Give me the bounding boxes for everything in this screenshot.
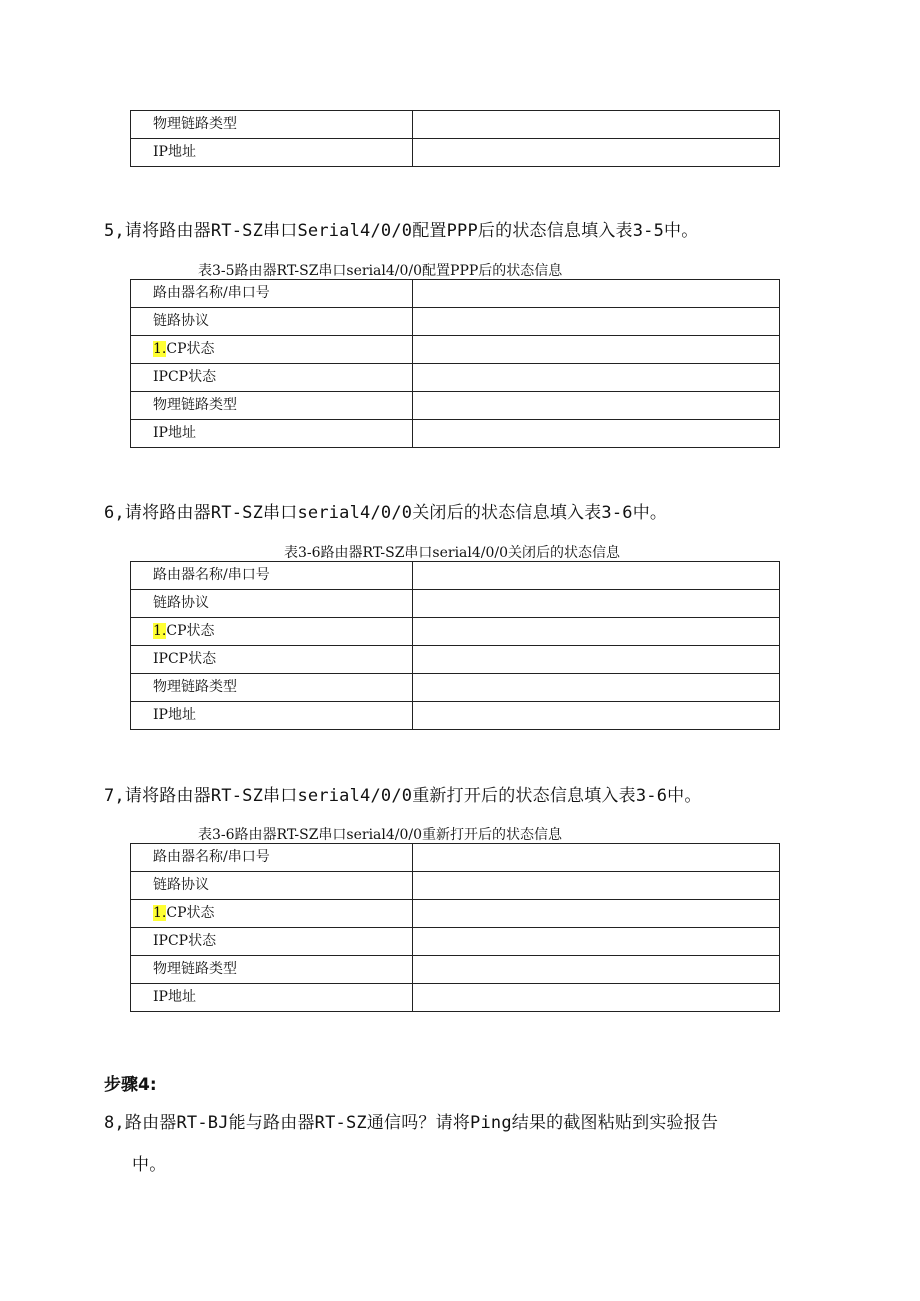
table-row (131, 618, 780, 646)
row-value[interactable] (413, 618, 780, 646)
table-row (131, 139, 780, 167)
table-row (131, 336, 780, 364)
row-value[interactable] (413, 702, 780, 730)
row-value[interactable] (413, 364, 780, 392)
row-label (131, 618, 413, 646)
row-value[interactable] (413, 984, 780, 1012)
step-4-heading: 步骤4: (104, 1075, 157, 1095)
row-value[interactable] (413, 392, 780, 420)
table-row (131, 674, 780, 702)
table-row (131, 111, 780, 139)
row-value[interactable] (413, 139, 780, 167)
row-label: IPCP状态 (131, 646, 413, 674)
row-value[interactable] (413, 900, 780, 928)
table-3-6 (130, 561, 780, 730)
row-value[interactable] (413, 420, 780, 448)
row-label: 物理链路类型 (131, 392, 413, 420)
row-value[interactable] (413, 562, 780, 590)
row-label: IP地址 (131, 984, 413, 1012)
table-continued (130, 110, 780, 167)
row-label: 物理链路类型 (131, 111, 413, 139)
row-value[interactable] (413, 590, 780, 618)
row-label (131, 336, 413, 364)
row-value[interactable] (413, 956, 780, 984)
row-label (131, 900, 413, 928)
row-label: 链路协议 (131, 872, 413, 900)
table-3-6-reopen (130, 843, 780, 1012)
row-label: 物理链路类型 (131, 674, 413, 702)
row-label: 路由器名称/串口号 (131, 844, 413, 872)
row-label: 链路协议 (131, 308, 413, 336)
table-row (131, 392, 780, 420)
table-3-5-caption: 表3-5路由器RT-SZ串口serial4/0/0配置PPP后的状态信息 (198, 263, 563, 279)
table-row (131, 280, 780, 308)
row-label: 路由器名称/串口号 (131, 280, 413, 308)
row-value[interactable] (413, 844, 780, 872)
row-value[interactable] (413, 111, 780, 139)
row-label: IPCP状态 (131, 364, 413, 392)
row-label: 链路协议 (131, 590, 413, 618)
table-row (131, 900, 780, 928)
table-3-5 (130, 279, 780, 448)
highlight-mark: 1. (153, 341, 167, 357)
table-row (131, 364, 780, 392)
row-value[interactable] (413, 336, 780, 364)
question-7: 7,请将路由器RT-SZ串口serial4/0/0重新打开后的状态信息填入表3-6中。 (104, 786, 702, 806)
table-3-6-reopen-caption: 表3-6路由器RT-SZ串口serial4/0/0重新打开后的状态信息 (198, 827, 563, 843)
row-value[interactable] (413, 928, 780, 956)
table-row (131, 872, 780, 900)
question-8-line-2: 中。 (132, 1155, 167, 1175)
table-3-6-caption: 表3-6路由器RT-SZ串口serial4/0/0关闭后的状态信息 (284, 545, 621, 561)
question-8-line-1: 8,路由器RT-BJ能与路由器RT-SZ通信吗？请将Ping结果的截图粘贴到实验报告 (104, 1113, 719, 1133)
row-label: 物理链路类型 (131, 956, 413, 984)
row-label: 路由器名称/串口号 (131, 562, 413, 590)
table-row (131, 956, 780, 984)
row-value[interactable] (413, 872, 780, 900)
table-row (131, 928, 780, 956)
row-value[interactable] (413, 308, 780, 336)
row-label-text: CP状态 (166, 905, 215, 921)
table-row (131, 420, 780, 448)
table-row (131, 844, 780, 872)
table-row (131, 702, 780, 730)
row-label-text: CP状态 (166, 341, 215, 357)
table-row (131, 308, 780, 336)
table-row (131, 590, 780, 618)
row-label: IPCP状态 (131, 928, 413, 956)
row-label-text: CP状态 (166, 623, 215, 639)
row-label: IP地址 (131, 139, 413, 167)
table-row (131, 646, 780, 674)
row-label: IP地址 (131, 420, 413, 448)
highlight-mark: 1. (153, 623, 167, 639)
row-label: IP地址 (131, 702, 413, 730)
highlight-mark: 1. (153, 905, 167, 921)
question-5: 5,请将路由器RT-SZ串口Serial4/0/0配置PPP后的状态信息填入表3-5中。 (104, 221, 699, 241)
table-row (131, 984, 780, 1012)
row-value[interactable] (413, 646, 780, 674)
row-value[interactable] (413, 674, 780, 702)
question-6: 6,请将路由器RT-SZ串口serial4/0/0关闭后的状态信息填入表3-6中。 (104, 503, 668, 523)
row-value[interactable] (413, 280, 780, 308)
table-row (131, 562, 780, 590)
